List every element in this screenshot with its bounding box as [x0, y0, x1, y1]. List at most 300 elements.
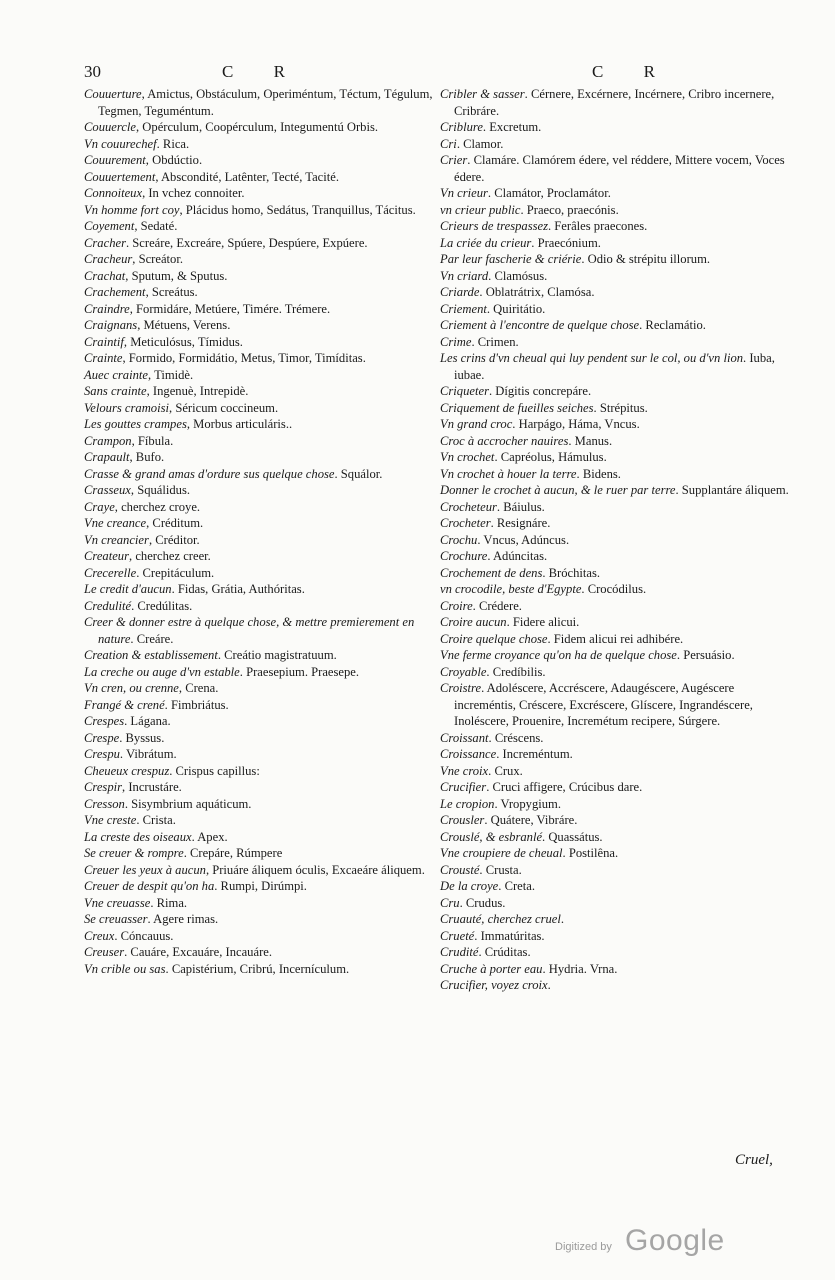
- entry-headword: De la croye: [440, 879, 499, 893]
- entry-translation: . Manus.: [568, 433, 613, 448]
- entry-headword: Crapault: [84, 450, 130, 464]
- dictionary-entry: [84, 350, 444, 367]
- entry-translation: , Obdúctio.: [145, 153, 203, 167]
- dictionary-entry: [84, 251, 444, 268]
- entry-translation: , Ingenuè, Intrepidè.: [146, 384, 249, 398]
- entry-headword: Craindre: [84, 301, 130, 316]
- entry-headword: Cracheur: [84, 252, 133, 266]
- entry-translation: , Métuens, Verens.: [137, 318, 231, 332]
- dictionary-entry: [84, 664, 444, 681]
- entry-translation: . Crispus capillus:: [169, 763, 260, 778]
- entry-headword: Vn criard: [440, 268, 489, 283]
- dictionary-entry: [84, 416, 444, 433]
- dictionary-entry: [84, 928, 444, 945]
- entry-headword: Vne creance: [84, 516, 147, 530]
- entry-headword: Crasseux: [84, 483, 131, 497]
- entry-headword: Vn crochet: [440, 450, 495, 464]
- entry-headword: Vn creancier: [84, 532, 149, 547]
- entry-translation: , Séricum coccineum.: [169, 400, 279, 415]
- entry-translation: . Fidere alicui.: [506, 615, 580, 629]
- entry-headword: Crasse & grand amas d'ordure sus quelque chose: [84, 466, 335, 481]
- entry-translation: . Hydria. Vrna.: [542, 961, 618, 976]
- entry-headword: Connoiteux: [84, 186, 143, 200]
- dictionary-entry: [84, 598, 444, 615]
- entry-headword: Les crins d'vn cheual qui luy pendent sur le col, ou d'vn lion: [440, 351, 744, 365]
- entry-headword: Croistre: [440, 681, 482, 695]
- entry-translation: . Screáre, Excreáre, Spúere, Despúere, Expúere.: [125, 235, 368, 250]
- entry-headword: Crochu: [440, 532, 478, 547]
- entry-headword: Crier: [440, 153, 468, 167]
- dictionary-entry: [440, 515, 795, 532]
- dictionary-entry: [440, 86, 795, 119]
- entry-headword: Couurement: [84, 153, 146, 167]
- entry-headword: Vne croupiere de cheual: [440, 846, 563, 860]
- entry-translation: . Crúditas.: [478, 945, 531, 959]
- entry-translation: . Praecónium.: [531, 235, 601, 250]
- entry-headword: Creuser: [84, 945, 125, 959]
- entry-translation: . Bróchitas.: [542, 565, 601, 580]
- dictionary-entry: [84, 449, 444, 466]
- dictionary-entry: [440, 961, 795, 978]
- page-header: [0, 62, 835, 82]
- entry-translation: . Agere rimas.: [147, 912, 219, 926]
- entry-headword: Coyement: [84, 219, 135, 233]
- entry-headword: Creuer les yeux à aucun: [84, 862, 206, 877]
- entry-translation: . Dígitis concrepáre.: [488, 384, 592, 398]
- entry-translation: . Crux.: [488, 763, 523, 778]
- entry-headword: Cribler & sasser: [440, 87, 525, 101]
- entry-translation: . Crocódilus.: [581, 582, 647, 596]
- dictionary-entry: [440, 268, 795, 285]
- entry-translation: . Credúlitas.: [131, 598, 193, 613]
- entry-translation: . Iuba, iubae.: [454, 351, 775, 382]
- entry-translation: . Rima.: [150, 895, 188, 910]
- entry-headword: Vn crible ou sas: [84, 961, 166, 976]
- entry-headword: Crespes: [84, 714, 125, 728]
- entry-headword: Creuer de despit qu'on ha: [84, 879, 215, 893]
- right-running-head: C R: [592, 62, 673, 81]
- dictionary-entry: [84, 746, 444, 763]
- entry-translation: , Fíbula.: [131, 433, 174, 448]
- dictionary-entry: [440, 944, 795, 961]
- dictionary-entry: [440, 350, 795, 383]
- entry-headword: Cru: [440, 895, 460, 910]
- entry-headword: Vn grand croc: [440, 417, 513, 431]
- entry-headword: La creche ou auge d'vn estable: [84, 664, 240, 679]
- entry-translation: .: [560, 912, 565, 926]
- catchword: Cruel,: [735, 1152, 773, 1168]
- dictionary-entry: [440, 301, 795, 318]
- dictionary-entry: [84, 532, 444, 549]
- dictionary-entry: [84, 829, 444, 846]
- dictionary-entry: [84, 367, 444, 384]
- entry-translation: , Screátor.: [132, 252, 183, 266]
- dictionary-entry: [440, 664, 795, 681]
- dictionary-entry: [84, 845, 444, 862]
- entry-headword: La criée du crieur: [440, 235, 532, 250]
- entry-headword: Criblure: [440, 120, 483, 134]
- entry-translation: , Amictus, Obstáculum, Operiméntum, Téctum, Tégulum, Tegmen, Teguméntum.: [98, 87, 433, 118]
- entry-translation: . Apex.: [191, 829, 228, 844]
- entry-headword: Vne creste: [84, 813, 137, 827]
- entry-translation: . Cérnere, Excérnere, Incérnere, Cribro incernere, Cribráre.: [454, 87, 775, 118]
- entry-headword: Creation & establissement: [84, 648, 218, 662]
- entry-headword: Croire quelque chose: [440, 631, 548, 646]
- dictionary-entry: [84, 383, 444, 400]
- entry-translation: . Fimbriátus.: [164, 697, 229, 712]
- dictionary-entry: [440, 928, 795, 945]
- entry-headword: Criqueter: [440, 384, 489, 398]
- entry-headword: Donner le crochet à aucun, & le ruer par terre: [440, 483, 676, 497]
- dictionary-entry: [84, 680, 444, 697]
- dictionary-entry: [84, 86, 444, 119]
- entry-translation: . Creta.: [498, 879, 535, 893]
- dictionary-entry: [440, 548, 795, 565]
- digitized-watermark: [555, 1224, 735, 1258]
- dictionary-entry: [84, 812, 444, 829]
- dictionary-entry: [440, 433, 795, 450]
- entry-headword: Crueté: [440, 928, 475, 943]
- entry-headword: Crachement: [84, 285, 146, 299]
- page-number: 30: [84, 62, 101, 81]
- entry-headword: Croissance: [440, 747, 497, 761]
- entry-translation: . Supplantáre áliquem.: [675, 483, 789, 497]
- entry-headword: Cruche à porter eau: [440, 961, 543, 976]
- dictionary-entry: [84, 911, 444, 928]
- entry-translation: . Crista.: [136, 813, 176, 827]
- dictionary-entry: [440, 218, 795, 235]
- dictionary-entry: [84, 796, 444, 813]
- dictionary-entry: [84, 944, 444, 961]
- entry-translation: . Vibrátum.: [119, 747, 177, 761]
- entry-headword: Crouslé, & esbranlé: [440, 829, 543, 844]
- entry-headword: Crieurs de trespassez: [440, 219, 548, 233]
- entry-translation: . Postilêna.: [562, 846, 619, 860]
- dictionary-entry: [84, 482, 444, 499]
- dictionary-entry: [440, 895, 795, 912]
- entry-headword: Couuercle: [84, 120, 136, 134]
- entry-headword: Couuerture: [84, 87, 142, 101]
- entry-translation: . Credíbilis.: [486, 664, 546, 679]
- entry-translation: . Creáre.: [130, 631, 174, 646]
- entry-headword: Cresson: [84, 796, 125, 811]
- entry-translation: , In vchez connoiter.: [142, 186, 245, 200]
- dictionary-entry: [440, 746, 795, 763]
- dictionary-entry: [84, 152, 444, 169]
- dictionary-entry: [84, 218, 444, 235]
- entry-headword: La creste des oiseaux: [84, 829, 192, 844]
- entry-headword: Se creuer & rompre: [84, 846, 184, 860]
- entry-translation: . Quiritátio.: [486, 301, 546, 316]
- entry-translation: . Praeco, praecónis.: [520, 202, 619, 217]
- entry-translation: , Timidè.: [148, 367, 194, 382]
- entry-translation: , Formidáre, Metúere, Timére. Trémere.: [129, 301, 331, 316]
- dictionary-entry: [440, 284, 795, 301]
- entry-translation: . Crudus.: [459, 895, 506, 910]
- entry-headword: Crocheteur: [440, 499, 497, 514]
- entry-headword: Crochement de dens: [440, 565, 543, 580]
- left-running-head: C R: [222, 62, 303, 81]
- dictionary-entry: [440, 763, 795, 780]
- entry-translation: . Resignáre.: [490, 516, 551, 530]
- entry-headword: Criquement de fueilles seiches: [440, 400, 594, 415]
- entry-translation: , Incrustáre.: [122, 780, 182, 794]
- entry-translation: . Cruci affigere, Crúcibus dare.: [486, 780, 643, 794]
- entry-headword: Sans crainte: [84, 384, 147, 398]
- dictionary-entry: [84, 581, 444, 598]
- entry-translation: , Bufo.: [129, 450, 165, 464]
- entry-translation: . Praesepium. Praesepe.: [239, 664, 360, 679]
- dictionary-entry: [440, 565, 795, 582]
- entry-translation: . Lágana.: [124, 714, 171, 728]
- entry-headword: Croc à accrocher nauires: [440, 433, 569, 448]
- entry-headword: Cheueux crespuz: [84, 763, 170, 778]
- entry-headword: Creer & donner estre à quelque chose, & mettre premierement en nature: [84, 615, 415, 646]
- entry-headword: Vn crieur: [440, 186, 488, 200]
- dictionary-entry: [84, 301, 444, 318]
- entry-translation: . Harpágo, Háma, Vncus.: [512, 417, 640, 431]
- entry-headword: Le cropion: [440, 796, 495, 811]
- entry-translation: , cherchez creer.: [129, 549, 211, 563]
- entry-headword: Crucifier: [440, 780, 487, 794]
- entry-headword: Credulité: [84, 598, 132, 613]
- entry-translation: . Cóncauus.: [114, 928, 174, 943]
- dictionary-entry: [440, 185, 795, 202]
- dictionary-entry: [440, 482, 795, 499]
- dictionary-entry: [84, 548, 444, 565]
- entry-headword: Crampon: [84, 433, 132, 448]
- entry-translation: . Capréolus, Hámulus.: [494, 450, 607, 464]
- entry-translation: . Vropygium.: [494, 796, 561, 811]
- dictionary-entry: [440, 581, 795, 598]
- dictionary-entry: [440, 466, 795, 483]
- dictionary-entry: [440, 317, 795, 334]
- dictionary-entry: [440, 812, 795, 829]
- dictionary-entry: [440, 631, 795, 648]
- entry-headword: Vne croix: [440, 763, 489, 778]
- entry-translation: . Fidas, Grátia, Authóritas.: [171, 582, 305, 596]
- entry-headword: vn crocodile, beste d'Egypte: [440, 582, 582, 596]
- dictionary-entry: [84, 185, 444, 202]
- dictionary-entry: [440, 878, 795, 895]
- entry-headword: Croire: [440, 598, 473, 613]
- dictionary-entry: [440, 251, 795, 268]
- entry-translation: . Adoléscere, Accréscere, Adaugéscere, Augéscere increméntis, Créscere, Excréscere, Glíscere, Ingrandéscere, Inoléscere, Prouenire, Incremétum recipere, Súrgere.: [454, 681, 753, 728]
- dictionary-entry: [440, 598, 795, 615]
- entry-headword: Crudité: [440, 945, 479, 959]
- entry-translation: . Crimen.: [471, 334, 519, 349]
- entry-headword: Crime: [440, 334, 472, 349]
- entry-headword: Creux: [84, 928, 115, 943]
- dictionary-entry: [440, 334, 795, 351]
- dictionary-entry: [440, 845, 795, 862]
- entry-headword: Crochure: [440, 549, 488, 563]
- entry-headword: Cracher: [84, 235, 126, 250]
- entry-translation: , Priuáre áliquem óculis, Excaeáre áliquem.: [205, 862, 425, 877]
- dictionary-entry: [84, 235, 444, 252]
- entry-translation: , Screátus.: [145, 285, 198, 299]
- entry-translation: . Excretum.: [482, 120, 542, 134]
- dictionary-entry: [84, 713, 444, 730]
- entry-headword: Vne creuasse: [84, 895, 151, 910]
- entry-translation: , Créditor.: [148, 532, 200, 547]
- dictionary-entry: [440, 152, 795, 185]
- entry-translation: . Clamátor, Proclamátor.: [487, 186, 611, 200]
- entry-headword: Couuertement: [84, 169, 156, 184]
- entry-translation: . Strépitus.: [593, 400, 648, 415]
- dictionary-entry: [440, 862, 795, 879]
- entry-headword: Crachat: [84, 268, 126, 283]
- entry-translation: . Creátio magistratuum.: [217, 648, 337, 662]
- entry-headword: Crousté: [440, 862, 480, 877]
- entry-headword: Vn couurechef: [84, 136, 157, 151]
- entry-translation: . Créscens.: [488, 730, 544, 745]
- dictionary-entry: [84, 334, 444, 351]
- left-column: [84, 86, 444, 977]
- dictionary-entry: [84, 136, 444, 153]
- entry-headword: Crespir: [84, 780, 123, 794]
- entry-translation: , Abscondité, Latênter, Tecté, Tacité.: [155, 169, 340, 184]
- entry-translation: . Crusta.: [479, 862, 522, 877]
- entry-translation: , Sputum, & Sputus.: [125, 268, 228, 283]
- entry-translation: .: [547, 978, 551, 992]
- entry-headword: Criement à l'encontre de quelque chose: [440, 318, 640, 332]
- entry-translation: . Reclamátio.: [639, 318, 706, 332]
- entry-translation: . Ferâles praecones.: [547, 219, 648, 233]
- entry-translation: , Créditum.: [146, 516, 204, 530]
- entry-headword: Par leur fascherie & criérie: [440, 252, 582, 266]
- dictionary-entry: [84, 433, 444, 450]
- dictionary-entry: [440, 730, 795, 747]
- dictionary-entry: [84, 119, 444, 136]
- entry-translation: . Clamósus.: [488, 268, 548, 283]
- entry-translation: . Crepáre, Rúmpere: [183, 846, 283, 860]
- dictionary-entry: [440, 829, 795, 846]
- entry-translation: . Clamor.: [456, 136, 504, 151]
- entry-headword: Criement: [440, 301, 487, 316]
- entry-translation: . Crepitáculum.: [136, 565, 215, 580]
- entry-headword: Frangé & crené: [84, 697, 165, 712]
- entry-translation: , Sedaté.: [134, 219, 178, 233]
- dictionary-entry: [84, 169, 444, 186]
- dictionary-entry: [84, 895, 444, 912]
- entry-headword: Craye: [84, 499, 115, 514]
- dictionary-entry: [84, 515, 444, 532]
- entry-translation: , Formido, Formidátio, Metus, Timor, Timíditas.: [122, 351, 366, 365]
- entry-translation: . Byssus.: [119, 730, 165, 745]
- entry-headword: vn crieur public: [440, 202, 521, 217]
- entry-translation: , Opérculum, Coopérculum, Integumentú Orbis.: [136, 120, 379, 134]
- entry-headword: Vn homme fort coy: [84, 202, 180, 217]
- entry-headword: Craintif: [84, 334, 124, 349]
- entry-translation: . Persuásio.: [676, 648, 735, 662]
- dictionary-entry: [440, 499, 795, 516]
- dictionary-entry: [440, 400, 795, 417]
- entry-headword: Vne ferme croyance qu'on ha de quelque chose: [440, 648, 677, 662]
- entry-headword: Croire aucun: [440, 615, 507, 629]
- entry-translation: . Crédere.: [472, 598, 522, 613]
- dictionary-entry: [84, 647, 444, 664]
- dictionary-entry: [84, 614, 444, 647]
- entry-translation: . Odio & strépitu illorum.: [581, 252, 711, 266]
- entry-headword: Crainte: [84, 351, 123, 365]
- dictionary-entry: [440, 119, 795, 136]
- entry-headword: Vn cren, ou crenne: [84, 681, 179, 695]
- entry-translation: , Morbus articuláris..: [186, 417, 293, 431]
- dictionary-entry: [84, 697, 444, 714]
- dictionary-entry: [440, 532, 795, 549]
- dictionary-entry: [84, 763, 444, 780]
- entry-headword: Auec crainte: [84, 367, 148, 382]
- entry-headword: Crespu: [84, 747, 120, 761]
- entry-translation: . Rumpi, Dirúmpi.: [214, 879, 307, 893]
- digitized-label: Digitized by: [555, 1241, 612, 1253]
- dictionary-entry: [84, 499, 444, 516]
- entry-headword: Vn crochet à houer la terre: [440, 466, 577, 481]
- entry-translation: . Sisymbrium aquáticum.: [124, 796, 252, 811]
- entry-translation: . Clamáre. Clamórem édere, vel réddere, Mittere vocem, Voces édere.: [454, 153, 785, 184]
- entry-translation: , Crena.: [178, 681, 219, 695]
- dictionary-entry: [84, 284, 444, 301]
- entry-headword: Les gouttes crampes: [84, 417, 187, 431]
- entry-headword: Crousler: [440, 813, 485, 827]
- entry-translation: . Vncus, Adúncus.: [477, 532, 570, 547]
- dictionary-entry: [440, 614, 795, 631]
- entry-translation: . Báiulus.: [496, 499, 545, 514]
- dictionary-entry: [84, 565, 444, 582]
- entry-translation: . Increméntum.: [496, 747, 573, 761]
- dictionary-entry: [440, 796, 795, 813]
- dictionary-entry: [440, 911, 795, 928]
- entry-translation: . Quassátus.: [542, 829, 603, 844]
- entry-headword: Craignans: [84, 318, 138, 332]
- entry-headword: Crocheter: [440, 516, 491, 530]
- dictionary-entry: [84, 466, 444, 483]
- dictionary-entry: [440, 977, 795, 994]
- entry-headword: Criarde: [440, 285, 480, 299]
- entry-headword: Crecerelle: [84, 565, 137, 580]
- entry-translation: . Immatúritas.: [474, 928, 545, 943]
- entry-translation: . Cauáre, Excauáre, Incauáre.: [124, 945, 273, 959]
- dictionary-entry: [440, 202, 795, 219]
- entry-translation: . Squálor.: [334, 466, 383, 481]
- entry-translation: , cherchez croye.: [114, 499, 201, 514]
- google-logo: Google: [625, 1224, 725, 1257]
- entry-headword: Se creuasser: [84, 912, 148, 926]
- entry-headword: Croyable: [440, 664, 487, 679]
- entry-translation: . Adúncitas.: [487, 549, 548, 563]
- entry-headword: Velours cramoisi: [84, 400, 170, 415]
- entry-translation: . Capistérium, Cribrú, Incernículum.: [165, 961, 350, 976]
- dictionary-entry: [84, 730, 444, 747]
- entry-translation: . Bidens.: [576, 466, 621, 481]
- dictionary-entry: [440, 383, 795, 400]
- entry-translation: , Squálidus.: [130, 483, 191, 497]
- dictionary-entry: [84, 862, 444, 879]
- entry-translation: . Rica.: [156, 136, 190, 151]
- entry-translation: . Oblatrátrix, Clamósa.: [479, 285, 595, 299]
- entry-headword: Crespe: [84, 730, 120, 745]
- dictionary-entry: [84, 779, 444, 796]
- entry-translation: . Quátere, Vibráre.: [484, 813, 578, 827]
- dictionary-entry: [84, 317, 444, 334]
- dictionary-entry: [84, 878, 444, 895]
- dictionary-entry: [84, 400, 444, 417]
- entry-headword: Croissant: [440, 730, 489, 745]
- entry-headword: Createur: [84, 549, 130, 563]
- dictionary-entry: [84, 268, 444, 285]
- dictionary-entry: [440, 680, 795, 730]
